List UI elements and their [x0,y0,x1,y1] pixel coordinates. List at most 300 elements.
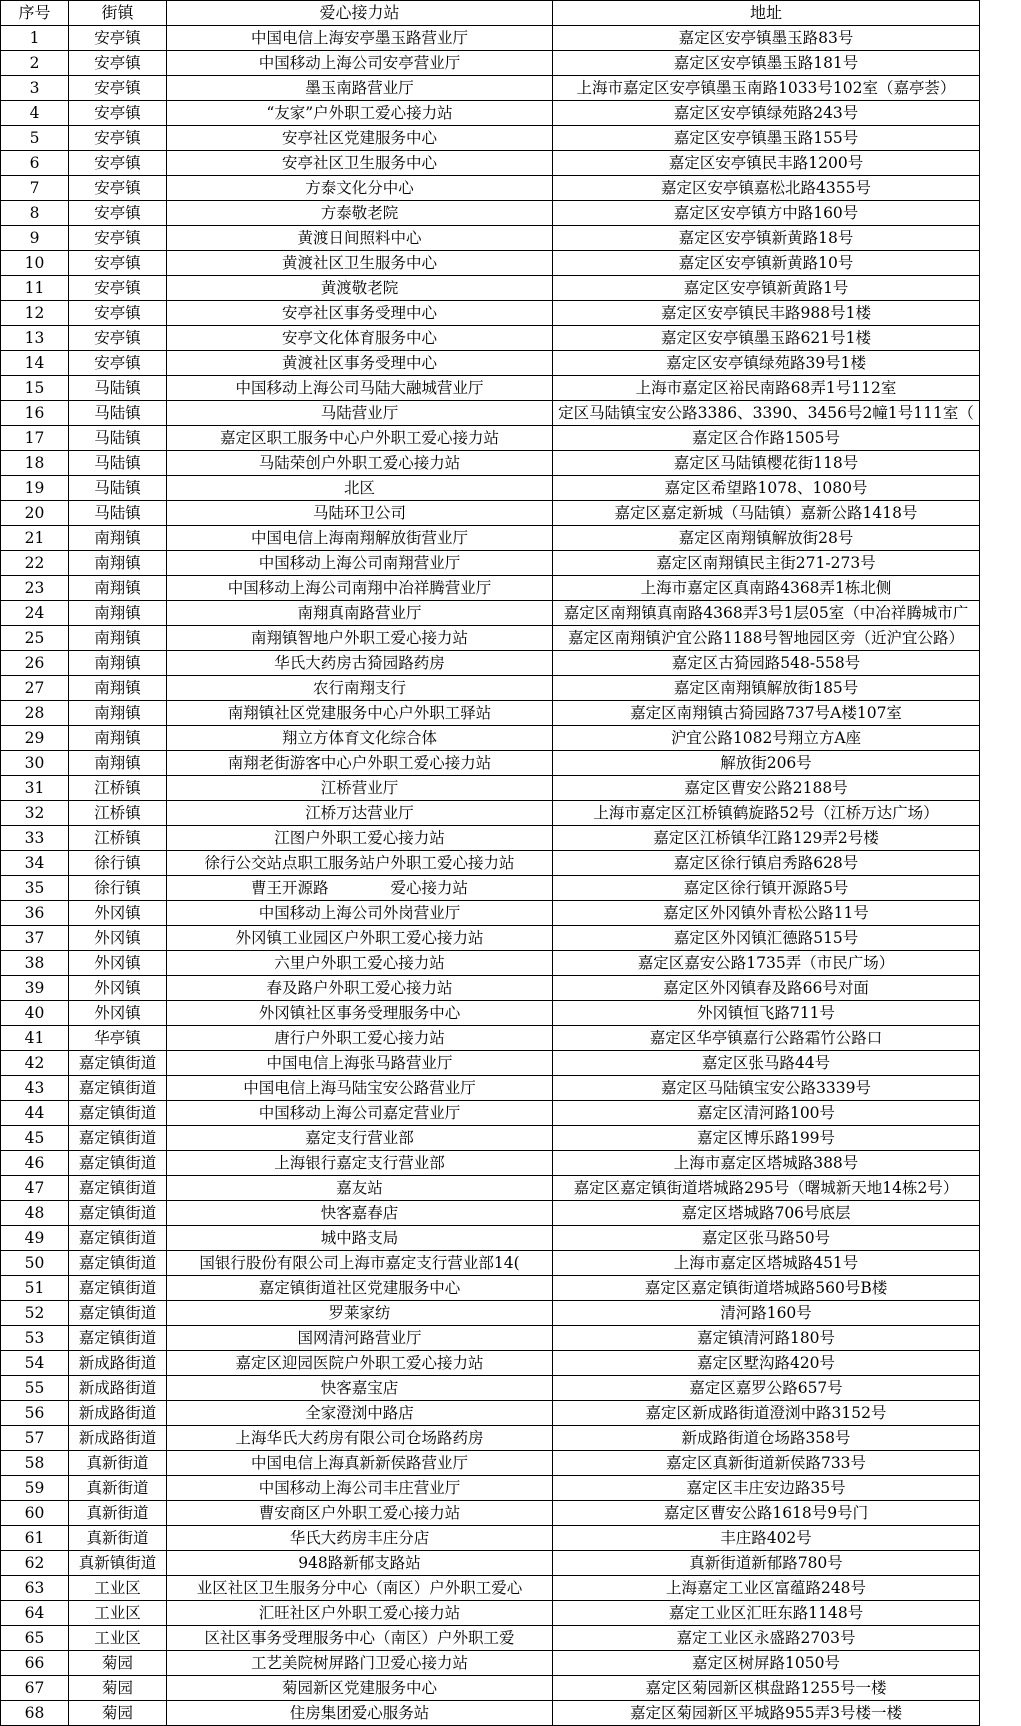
cell-street: 工业区 [69,1626,167,1651]
cell-station: 嘉定支行营业部 [167,1126,553,1151]
cell-index: 67 [1,1676,69,1701]
table-row [1,651,980,676]
cell-station: 安亭社区卫生服务中心 [167,151,553,176]
cell-address: 嘉定区安亭镇绿苑路243号 [553,101,980,126]
cell-station: 中国移动上海公司安亭营业厅 [167,51,553,76]
cell-address: 嘉定镇清河路180号 [553,1326,980,1351]
cell-index: 33 [1,826,69,851]
cell-address: 上海嘉定工业区富蕴路248号 [553,1576,980,1601]
table-row [1,1076,980,1101]
cell-index: 36 [1,901,69,926]
cell-station: 江桥营业厅 [167,776,553,801]
cell-index: 45 [1,1126,69,1151]
cell-address: 嘉定区真新街道新侯路733号 [553,1451,980,1476]
table-row [1,276,980,301]
cell-index: 42 [1,1051,69,1076]
cell-index: 34 [1,851,69,876]
cell-address: 嘉定区嘉定镇街道塔城路295号（曙城新天地14栋2号） [553,1176,980,1201]
cell-index: 6 [1,151,69,176]
cell-street: 嘉定镇街道 [69,1301,167,1326]
cell-street: 安亭镇 [69,351,167,376]
cell-station: 安亭文化体育服务中心 [167,326,553,351]
cell-address: 嘉定区墅沟路420号 [553,1351,980,1376]
cell-address: 上海市嘉定区真南路4368弄1栋北侧 [553,576,980,601]
cell-index: 50 [1,1251,69,1276]
cell-station: 马陆环卫公司 [167,501,553,526]
cell-street: 外冈镇 [69,926,167,951]
cell-address: 嘉定区合作路1505号 [553,426,980,451]
table-row [1,126,980,151]
cell-index: 68 [1,1701,69,1726]
cell-index: 15 [1,376,69,401]
cell-index: 48 [1,1201,69,1226]
cell-address: 上海市嘉定区塔城路388号 [553,1151,980,1176]
table-row [1,301,980,326]
cell-address: 嘉定区菊园新区棋盘路1255号一楼 [553,1676,980,1701]
cell-station: 方泰文化分中心 [167,176,553,201]
cell-station: 中国移动上海公司丰庄营业厅 [167,1476,553,1501]
cell-address: 嘉定区安亭镇墨玉路155号 [553,126,980,151]
cell-station: 中国电信上海南翔解放街营业厅 [167,526,553,551]
cell-address: 嘉定区安亭镇墨玉路181号 [553,51,980,76]
table-row [1,826,980,851]
cell-address: 上海市嘉定区江桥镇鹤旋路52号（江桥万达广场） [553,801,980,826]
table-row [1,1401,980,1426]
table-row [1,1276,980,1301]
cell-address: 嘉定工业区汇旺东路1148号 [553,1601,980,1626]
cell-address: 嘉定区南翔镇沪宜公路1188号智地园区旁（近沪宜公路） [553,626,980,651]
cell-street: 江桥镇 [69,826,167,851]
table-row [1,751,980,776]
cell-station: 中国电信上海安亭墨玉路营业厅 [167,26,553,51]
cell-street: 安亭镇 [69,26,167,51]
cell-address: 嘉定区马陆镇樱花街118号 [553,451,980,476]
cell-index: 11 [1,276,69,301]
table-row [1,376,980,401]
cell-street: 工业区 [69,1576,167,1601]
table-row [1,101,980,126]
cell-street: 新成路街道 [69,1426,167,1451]
table-row [1,1451,980,1476]
cell-index: 54 [1,1351,69,1376]
cell-street: 马陆镇 [69,376,167,401]
table-row [1,351,980,376]
cell-address: 上海市嘉定区塔城路451号 [553,1251,980,1276]
cell-station: 安亭社区党建服务中心 [167,126,553,151]
cell-index: 14 [1,351,69,376]
cell-index: 62 [1,1551,69,1576]
cell-street: 徐行镇 [69,851,167,876]
cell-station: 汇旺社区户外职工爱心接力站 [167,1601,553,1626]
cell-index: 39 [1,976,69,1001]
cell-address: 嘉定区安亭镇墨玉路83号 [553,26,980,51]
cell-address: 沪宜公路1082号翔立方A座 [553,726,980,751]
cell-address: 嘉定区曹安公路2188号 [553,776,980,801]
table-row [1,1626,980,1651]
table-row [1,1426,980,1451]
cell-index: 9 [1,226,69,251]
cell-street: 菊园 [69,1651,167,1676]
cell-street: 安亭镇 [69,76,167,101]
cell-address: 嘉定区安亭镇墨玉路621号1楼 [553,326,980,351]
cell-station: 中国移动上海公司嘉定营业厅 [167,1101,553,1126]
cell-index: 61 [1,1526,69,1551]
cell-index: 65 [1,1626,69,1651]
cell-address: 嘉定区安亭镇民丰路1200号 [553,151,980,176]
cell-address: 新成路街道仓场路358号 [553,1426,980,1451]
table-row [1,501,980,526]
table-row [1,626,980,651]
cell-station: 中国移动上海公司南翔营业厅 [167,551,553,576]
cell-address: 上海市嘉定区安亭镇墨玉南路1033号102室（嘉亭荟） [553,76,980,101]
table-row [1,1501,980,1526]
cell-station: 黄渡社区事务受理中心 [167,351,553,376]
cell-station: 黄渡社区卫生服务中心 [167,251,553,276]
cell-index: 24 [1,601,69,626]
table-row [1,1551,980,1576]
cell-index: 58 [1,1451,69,1476]
cell-station: 六里户外职工爱心接力站 [167,951,553,976]
cell-street: 嘉定镇街道 [69,1326,167,1351]
cell-station: 曹王开源路 爱心接力站 [167,876,553,901]
cell-street: 嘉定镇街道 [69,1101,167,1126]
cell-street: 菊园 [69,1676,167,1701]
table-row [1,476,980,501]
cell-index: 17 [1,426,69,451]
cell-station: 春及路户外职工爱心接力站 [167,976,553,1001]
table-row [1,601,980,626]
cell-street: 嘉定镇街道 [69,1076,167,1101]
cell-station: 嘉定区迎园医院户外职工爱心接力站 [167,1351,553,1376]
cell-address: 嘉定区菊园新区平城路955弄3号楼一楼 [553,1701,980,1726]
table-row [1,776,980,801]
cell-address: 嘉定区丰庄安边路35号 [553,1476,980,1501]
cell-street: 真新街道 [69,1476,167,1501]
cell-street: 南翔镇 [69,551,167,576]
cell-station: 城中路支局 [167,1226,553,1251]
cell-street: 新成路街道 [69,1351,167,1376]
cell-address: 嘉定区南翔镇解放街28号 [553,526,980,551]
cell-address: 嘉定区嘉定新城（马陆镇）嘉新公路1418号 [553,501,980,526]
header-address: 地址 [553,1,980,26]
cell-street: 南翔镇 [69,626,167,651]
cell-station: 徐行公交站点职工服务站户外职工爱心接力站 [167,851,553,876]
cell-street: 安亭镇 [69,251,167,276]
cell-index: 2 [1,51,69,76]
table-row [1,851,980,876]
table-row [1,1226,980,1251]
cell-station: 马陆营业厅 [167,401,553,426]
table-row [1,1601,980,1626]
cell-address: 嘉定区外冈镇汇德路515号 [553,926,980,951]
table-row [1,26,980,51]
cell-station: 农行南翔支行 [167,676,553,701]
cell-street: 安亭镇 [69,51,167,76]
cell-index: 44 [1,1101,69,1126]
cell-station: 罗莱家纺 [167,1301,553,1326]
cell-station: 华氏大药房丰庄分店 [167,1526,553,1551]
cell-station: 中国电信上海真新新侯路营业厅 [167,1451,553,1476]
cell-street: 江桥镇 [69,776,167,801]
cell-station: 上海银行嘉定支行营业部 [167,1151,553,1176]
cell-street: 马陆镇 [69,501,167,526]
table-row [1,1351,980,1376]
cell-street: 安亭镇 [69,101,167,126]
cell-station: 墨玉南路营业厅 [167,76,553,101]
cell-station: 江图户外职工爱心接力站 [167,826,553,851]
cell-address: 嘉定区安亭镇新黄路1号 [553,276,980,301]
cell-index: 28 [1,701,69,726]
cell-address: 嘉定区徐行镇开源路5号 [553,876,980,901]
cell-station: 中国电信上海张马路营业厅 [167,1051,553,1076]
cell-index: 47 [1,1176,69,1201]
table-row [1,176,980,201]
cell-address: 嘉定区南翔镇解放街185号 [553,676,980,701]
cell-index: 60 [1,1501,69,1526]
cell-index: 16 [1,401,69,426]
table-row [1,1176,980,1201]
cell-station: 南翔老街游客中心户外职工爱心接力站 [167,751,553,776]
cell-street: 马陆镇 [69,401,167,426]
table-row [1,1051,980,1076]
cell-street: 嘉定镇街道 [69,1201,167,1226]
cell-address: 嘉定区南翔镇古猗园路737号A楼107室 [553,701,980,726]
cell-street: 嘉定镇街道 [69,1226,167,1251]
cell-index: 53 [1,1326,69,1351]
cell-address: 清河路160号 [553,1301,980,1326]
cell-index: 22 [1,551,69,576]
cell-index: 30 [1,751,69,776]
table-row [1,801,980,826]
cell-station: 中国移动上海公司马陆大融城营业厅 [167,376,553,401]
cell-index: 13 [1,326,69,351]
cell-address: 嘉定区清河路100号 [553,1101,980,1126]
cell-index: 23 [1,576,69,601]
cell-index: 8 [1,201,69,226]
header-street: 街镇 [69,1,167,26]
cell-index: 26 [1,651,69,676]
cell-station: 翔立方体育文化综合体 [167,726,553,751]
cell-station: 中国移动上海公司南翔中冶祥腾营业厅 [167,576,553,601]
table-row [1,251,980,276]
cell-address: 嘉定区嘉定镇街道塔城路560号B楼 [553,1276,980,1301]
cell-street: 南翔镇 [69,701,167,726]
cell-address: 嘉定区曹安公路1618号9号门 [553,1501,980,1526]
cell-street: 真新街道 [69,1501,167,1526]
table-row [1,1576,980,1601]
cell-station: 快客嘉春店 [167,1201,553,1226]
cell-street: 外冈镇 [69,901,167,926]
cell-address: 真新街道新郁路780号 [553,1551,980,1576]
cell-address: 嘉定区新成路街道澄浏中路3152号 [553,1401,980,1426]
cell-station: 安亭社区事务受理中心 [167,301,553,326]
cell-address: 嘉定区外冈镇春及路66号对面 [553,976,980,1001]
cell-address: 上海市嘉定区裕民南路68弄1号112室 [553,376,980,401]
cell-station: 黄渡日间照料中心 [167,226,553,251]
cell-address: 嘉定区希望路1078、1080号 [553,476,980,501]
cell-index: 25 [1,626,69,651]
cell-street: 南翔镇 [69,526,167,551]
table-row [1,901,980,926]
cell-address: 嘉定区安亭镇新黄路18号 [553,226,980,251]
table-row [1,451,980,476]
table-row [1,701,980,726]
table-row [1,76,980,101]
cell-address: 嘉定区张马路44号 [553,1051,980,1076]
table-row [1,1151,980,1176]
cell-station: 948路新郁支路站 [167,1551,553,1576]
cell-address: 嘉定区徐行镇启秀路628号 [553,851,980,876]
cell-street: 嘉定镇街道 [69,1051,167,1076]
cell-street: 安亭镇 [69,226,167,251]
cell-station: 国银行股份有限公司上海市嘉定支行营业部14( [167,1251,553,1276]
table-row [1,201,980,226]
header-index: 序号 [1,1,69,26]
cell-street: 安亭镇 [69,176,167,201]
cell-station: 曹安商区户外职工爱心接力站 [167,1501,553,1526]
cell-station: 外冈镇社区事务受理服务中心 [167,1001,553,1026]
cell-street: 嘉定镇街道 [69,1151,167,1176]
cell-street: 安亭镇 [69,126,167,151]
header-row [1,1,980,26]
cell-street: 新成路街道 [69,1401,167,1426]
cell-address: 嘉定区华亭镇嘉行公路霜竹公路口 [553,1026,980,1051]
cell-index: 38 [1,951,69,976]
cell-index: 5 [1,126,69,151]
cell-street: 马陆镇 [69,426,167,451]
table-row [1,1526,980,1551]
cell-station: 国网清河路营业厅 [167,1326,553,1351]
table-row [1,1126,980,1151]
cell-index: 43 [1,1076,69,1101]
cell-index: 63 [1,1576,69,1601]
cell-station: 南翔镇智地户外职工爱心接力站 [167,626,553,651]
table-row [1,1376,980,1401]
cell-station: 马陆荣创户外职工爱心接力站 [167,451,553,476]
cell-index: 12 [1,301,69,326]
table-row [1,326,980,351]
cell-street: 嘉定镇街道 [69,1126,167,1151]
cell-index: 49 [1,1226,69,1251]
table-row [1,1026,980,1051]
cell-station: 嘉友站 [167,1176,553,1201]
cell-street: 马陆镇 [69,451,167,476]
cell-street: 南翔镇 [69,576,167,601]
table-row [1,926,980,951]
table-row [1,526,980,551]
table-row [1,951,980,976]
cell-address: 嘉定区塔城路706号底层 [553,1201,980,1226]
cell-index: 29 [1,726,69,751]
cell-index: 32 [1,801,69,826]
table-row [1,151,980,176]
cell-station: 外冈镇工业园区户外职工爱心接力站 [167,926,553,951]
table-row [1,976,980,1001]
cell-index: 27 [1,676,69,701]
cell-address: 嘉定区博乐路199号 [553,1126,980,1151]
table-row [1,1701,980,1726]
cell-station: 黄渡敬老院 [167,276,553,301]
cell-address: 嘉定区古猗园路548-558号 [553,651,980,676]
table-row [1,1326,980,1351]
cell-street: 南翔镇 [69,601,167,626]
cell-street: 南翔镇 [69,676,167,701]
cell-index: 46 [1,1151,69,1176]
table-row [1,1251,980,1276]
cell-street: 外冈镇 [69,1001,167,1026]
cell-index: 52 [1,1301,69,1326]
cell-street: 安亭镇 [69,276,167,301]
table-body [1,26,980,1726]
cell-index: 18 [1,451,69,476]
cell-street: 嘉定镇街道 [69,1251,167,1276]
cell-station: 工艺美院树屏路门卫爱心接力站 [167,1651,553,1676]
cell-address: 嘉定区马陆镇宝安公路3339号 [553,1076,980,1101]
cell-station: 中国移动上海公司外岗营业厅 [167,901,553,926]
cell-index: 20 [1,501,69,526]
table-row [1,1101,980,1126]
cell-index: 35 [1,876,69,901]
cell-station: 菊园新区党建服务中心 [167,1676,553,1701]
table-row [1,1676,980,1701]
cell-street: 工业区 [69,1601,167,1626]
table-row [1,1301,980,1326]
cell-address: 嘉定区安亭镇方中路160号 [553,201,980,226]
cell-station: “友家”户外职工爱心接力站 [167,101,553,126]
cell-station: 华氏大药房古猗园路药房 [167,651,553,676]
table-row [1,576,980,601]
cell-street: 安亭镇 [69,301,167,326]
cell-index: 1 [1,26,69,51]
cell-street: 安亭镇 [69,326,167,351]
cell-index: 41 [1,1026,69,1051]
cell-address: 嘉定区安亭镇嘉松北路4355号 [553,176,980,201]
cell-address: 嘉定区安亭镇绿苑路39号1楼 [553,351,980,376]
cell-station: 南翔镇社区党建服务中心户外职工驿站 [167,701,553,726]
cell-station: 北区 [167,476,553,501]
cell-index: 59 [1,1476,69,1501]
cell-street: 南翔镇 [69,726,167,751]
cell-street: 南翔镇 [69,751,167,776]
cell-address: 嘉定区江桥镇华江路129弄2号楼 [553,826,980,851]
cell-street: 真新镇街道 [69,1551,167,1576]
cell-station: 江桥万达营业厅 [167,801,553,826]
cell-address: 嘉定区安亭镇民丰路988号1楼 [553,301,980,326]
table-row [1,1001,980,1026]
cell-index: 55 [1,1376,69,1401]
cell-address: 嘉定区外冈镇外青松公路11号 [553,901,980,926]
cell-address: 嘉定区南翔镇真南路4368弄3号1层05室（中冶祥腾城市广 [553,601,980,626]
cell-index: 56 [1,1401,69,1426]
cell-street: 徐行镇 [69,876,167,901]
cell-street: 外冈镇 [69,976,167,1001]
cell-street: 安亭镇 [69,201,167,226]
cell-station: 区社区事务受理服务中心（南区）户外职工爱 [167,1626,553,1651]
cell-street: 南翔镇 [69,651,167,676]
table-row [1,1651,980,1676]
cell-index: 4 [1,101,69,126]
cell-street: 安亭镇 [69,151,167,176]
cell-address: 解放街206号 [553,751,980,776]
cell-station: 唐行户外职工爱心接力站 [167,1026,553,1051]
cell-index: 10 [1,251,69,276]
cell-station: 业区社区卫生服务分中心（南区）户外职工爱心 [167,1576,553,1601]
cell-address: 嘉定区嘉罗公路657号 [553,1376,980,1401]
cell-index: 37 [1,926,69,951]
cell-station: 住房集团爱心服务站 [167,1701,553,1726]
cell-street: 江桥镇 [69,801,167,826]
cell-index: 57 [1,1426,69,1451]
